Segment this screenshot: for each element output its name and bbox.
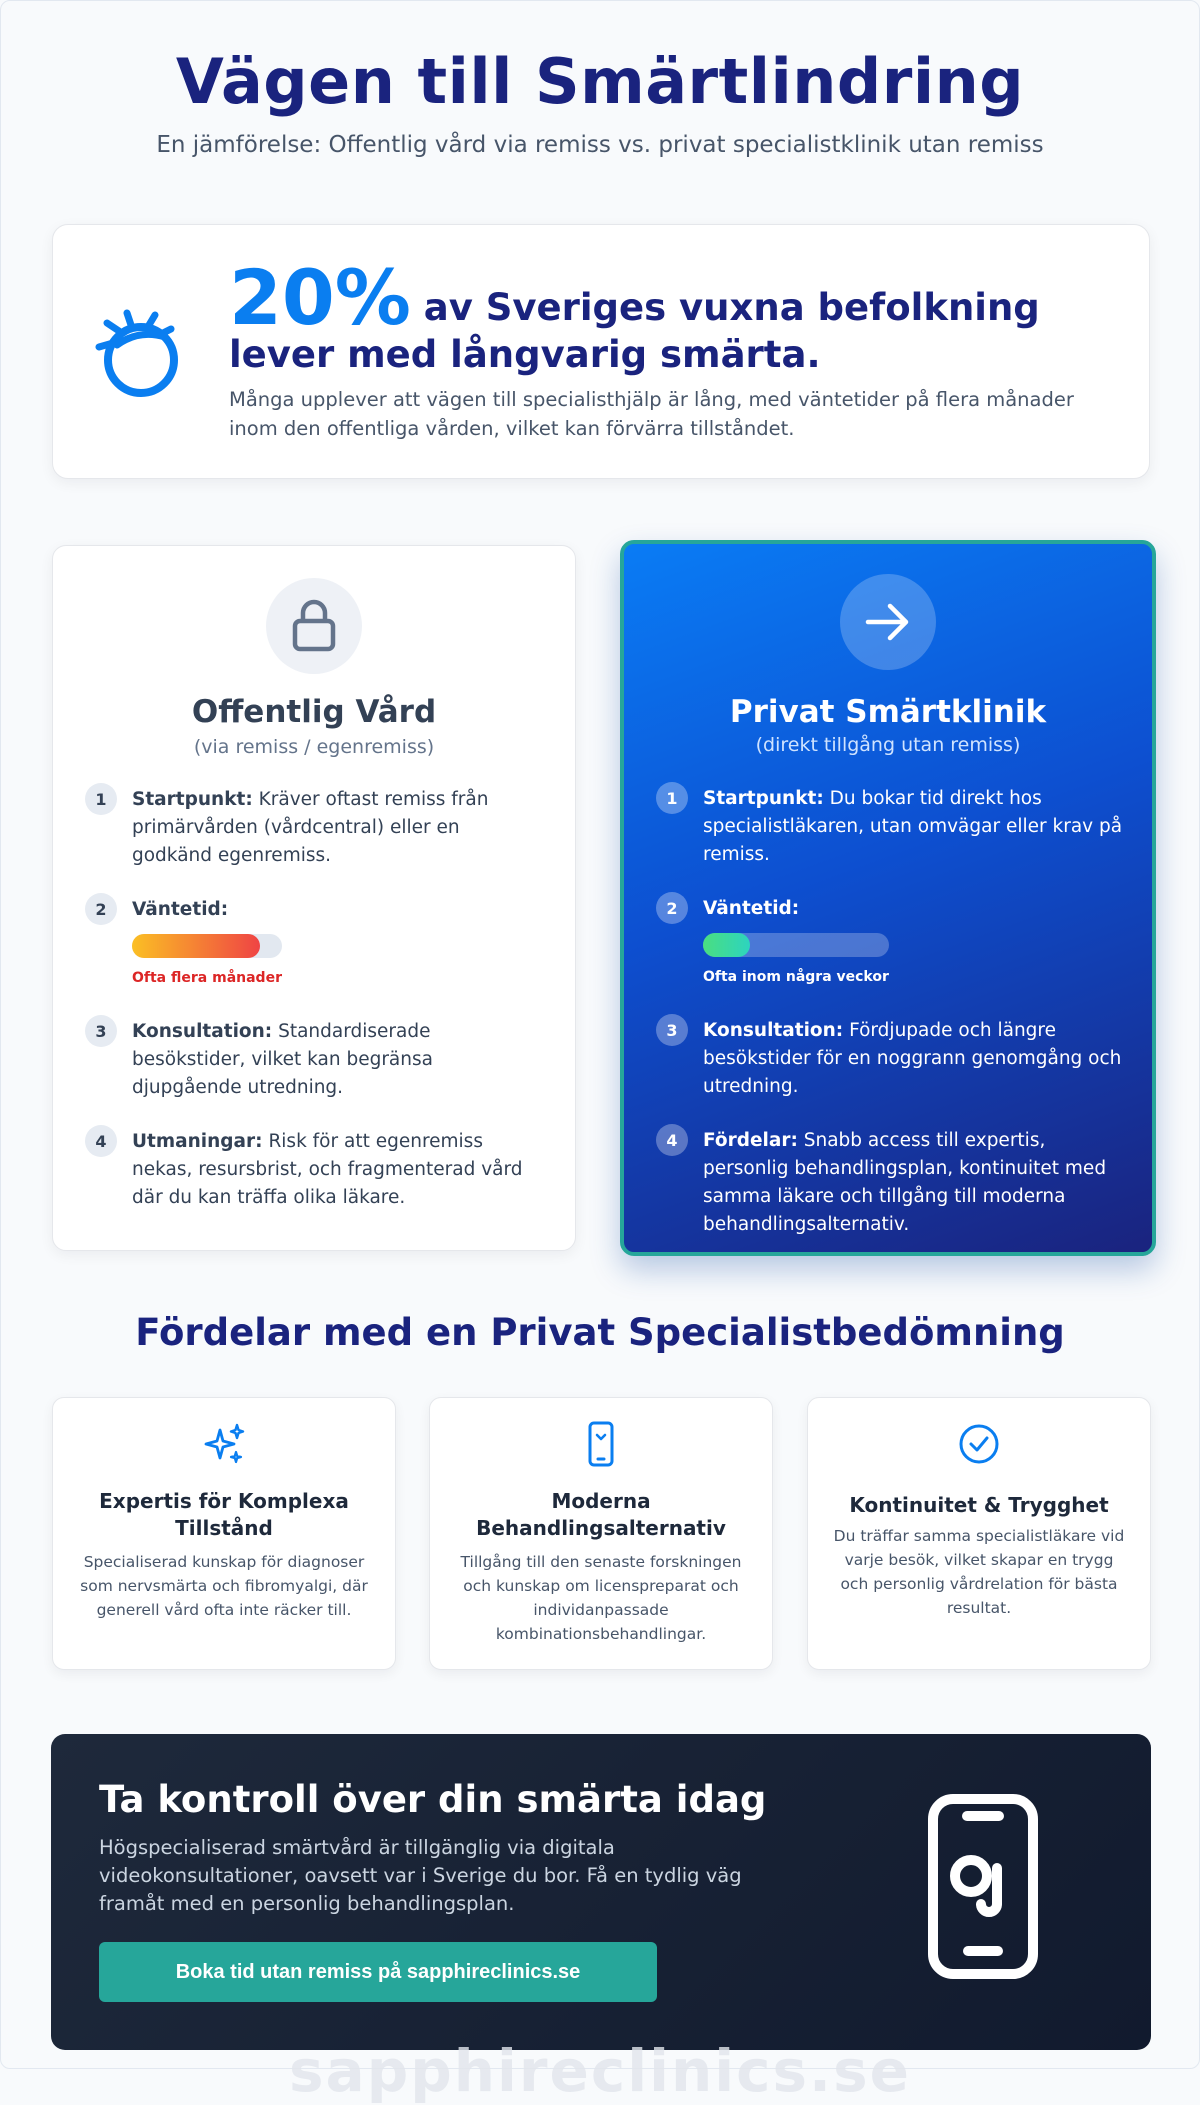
step-startpoint (656, 785, 1128, 869)
lock-icon (289, 599, 339, 653)
step-advantages (656, 1127, 1128, 1239)
stat-description: Många upplever att vägen till specialisthjälp är lång, med väntetider på flera månader inom den offentliga vården, vilket kan förvärra tillståndet. (229, 388, 1074, 440)
benefit-description: Tillgång till den senaste forskningen och kunskap om licenspreparat och individanpassade kombinationsbehandlingar. (460, 1553, 742, 1643)
stat-headline-rest: av Sveriges vuxna befolkning (410, 286, 1040, 329)
waiting-time-bar-fill (703, 933, 750, 957)
waiting-time-bar (132, 934, 282, 958)
step-label: Startpunkt: (703, 788, 824, 809)
benefits-title: Fördelar med en Privat Specialistbedömning (135, 1311, 1065, 1354)
stat-card (52, 224, 1150, 479)
step-number: 3 (656, 1014, 688, 1046)
lock-icon-badge (266, 578, 362, 674)
step-label: Konsultation: (703, 1020, 844, 1041)
stat-headline-line2: lever med långvarig smärta. (229, 333, 821, 376)
step-label: Startpunkt: (132, 789, 253, 810)
waiting-time-caption: Ofta inom några veckor (703, 969, 889, 985)
step-number: 1 (85, 783, 117, 815)
page-subtitle: En jämförelse: Offentlig vård via remiss vs. privat specialistklinik utan remiss (156, 132, 1044, 158)
step-label: Väntetid: (132, 899, 229, 920)
step-consultation (656, 1017, 1128, 1101)
benefit-description: Du träffar samma specialistläkare vid varje besök, vilket skapar en trygg och personlig vårdrelation för bästa resultat. (833, 1527, 1125, 1617)
step-label: Fördelar: (703, 1130, 798, 1151)
public-care-subtitle: (via remiss / egenremiss) (193, 736, 435, 758)
stat-text (229, 253, 1109, 443)
step-text: Du bokar tid direkt hos specialistläkaren, utan omvägar eller krav på remiss. (703, 788, 1123, 865)
mobile-icon (577, 1420, 625, 1468)
cta-title: Ta kontroll över din smärta idag (99, 1778, 767, 1821)
book-appointment-button[interactable]: Boka tid utan remiss på sapphireclinics.se (99, 1942, 657, 2002)
step-number: 2 (85, 893, 117, 925)
step-label: Konsultation: (132, 1021, 273, 1042)
private-clinic-card (620, 540, 1156, 1256)
step-text: Standardiserade besökstider, vilket kan begränsa djupgående utredning. (132, 1021, 433, 1098)
step-label: Utmaningar: (132, 1131, 263, 1152)
waiting-time-bar (703, 933, 889, 957)
benefit-card-expertise (52, 1397, 396, 1670)
step-consultation (85, 1018, 545, 1102)
step-text: Kräver oftast remiss från primärvården (vårdcentral) eller en godkänd egenremiss. (132, 789, 489, 866)
step-waiting-time (85, 896, 545, 992)
private-clinic-title: Privat Smärtklinik (729, 694, 1047, 730)
step-number: 3 (85, 1015, 117, 1047)
brain-pain-icon (91, 305, 191, 405)
private-clinic-steps (656, 785, 1128, 1265)
benefit-card-modern-treatment (429, 1397, 773, 1670)
page-title: Vägen till Smärtlindring (175, 45, 1025, 118)
public-care-title: Offentlig Vård (191, 694, 437, 730)
step-number: 4 (85, 1125, 117, 1157)
stat-headline (229, 253, 1109, 342)
step-text: Snabb access till expertis, personlig behandlingsplan, kontinuitet med samma läkare och tillgång till moderna behandlingsalternativ. (703, 1130, 1107, 1235)
step-waiting-time (656, 895, 1128, 991)
step-challenges (85, 1128, 545, 1212)
phone-video-icon (871, 1796, 1111, 1986)
waiting-time-caption: Ofta flera månader (132, 970, 282, 986)
benefit-title: Kontinuitet & Trygghet (849, 1493, 1109, 1517)
step-startpoint (85, 786, 545, 870)
step-number: 2 (656, 892, 688, 924)
step-label: Väntetid: (703, 898, 800, 919)
cta-banner (51, 1734, 1151, 2050)
arrow-right-icon (862, 596, 914, 648)
step-number: 1 (656, 782, 688, 814)
watermark: sapphireclinics.se (289, 2037, 911, 2105)
arrow-icon-badge (840, 574, 936, 670)
step-text: Fördjupade och längre besökstider för en noggrann genomgång och utredning. (703, 1020, 1122, 1097)
check-circle-icon (955, 1420, 1003, 1468)
private-clinic-subtitle: (direkt tillgång utan remiss) (755, 734, 1021, 756)
step-number: 4 (656, 1124, 688, 1156)
cta-description: Högspecialiserad smärtvård är tillgänglig via digitala videokonsultationer, oavsett var i Sverige du bor. Få en tydlig väg framåt med en personlig behandlingsplan. (99, 1836, 742, 1915)
benefit-title: Moderna Behandlingsalternativ (476, 1489, 726, 1540)
benefit-title: Expertis för Komplexa Tillstånd (99, 1489, 349, 1540)
waiting-time-bar-fill (132, 934, 260, 958)
stat-percent: 20% (229, 253, 411, 342)
sparkles-icon (200, 1420, 248, 1468)
public-care-steps (85, 786, 545, 1238)
public-care-card (52, 545, 576, 1251)
benefit-description: Specialiserad kunskap för diagnoser som nervsmärta och fibromyalgi, där generell vård ofta inte räcker till. (80, 1553, 368, 1619)
step-text: Risk för att egenremiss nekas, resursbrist, och fragmenterad vård där du kan träffa olika läkare. (132, 1131, 523, 1208)
benefit-card-continuity (807, 1397, 1151, 1670)
header (1, 1, 1199, 158)
